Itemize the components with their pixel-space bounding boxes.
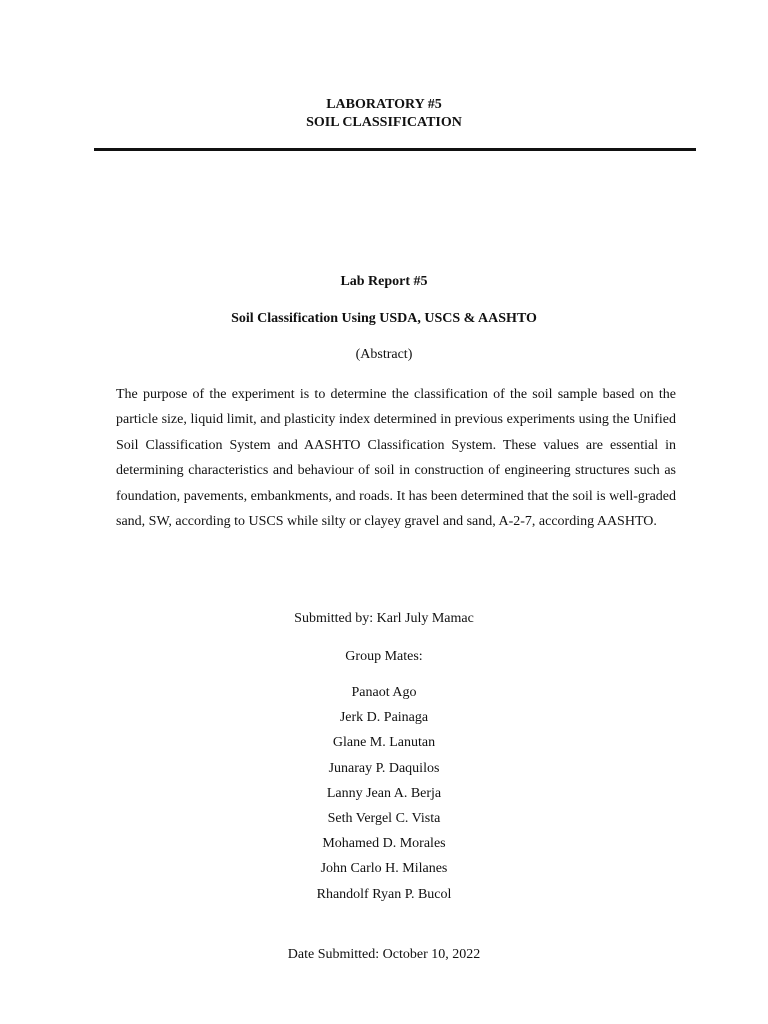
group-mate: John Carlo H. Milanes: [320, 861, 448, 877]
header-divider: [94, 148, 696, 151]
group-mate: Panaot Ago: [351, 685, 417, 700]
report-label: Lab Report #5: [340, 274, 428, 289]
lab-number: LABORATORY #5: [326, 97, 442, 112]
report-title: Soil Classification Using USDA, USCS & AASHTO: [231, 311, 537, 326]
group-mate: Glane M. Lanutan: [332, 735, 436, 751]
submitted-by: Submitted by: Karl July Mamac: [294, 611, 474, 626]
group-mate: Seth Vergel C. Vista: [327, 811, 441, 827]
group-mates-label: Group Mates:: [345, 649, 423, 664]
date-submitted: Date Submitted: October 10, 2022: [287, 947, 481, 962]
abstract-paragraph: The purpose of the experiment is to determine the classification of the soil sample based on the particle size, liquid limit, and plasticity index determined in previous experiments using the Unified Soil Classification System and AASHTO Classification System. These values are essential in determining characteristics and behaviour of soil in construction of engineering structures such as foundation, pavements, embankments, and roads. It has been determined that the soil is well-graded sand, SW, according to USCS while silty or clayey gravel and sand, A-2-7, according AASHTO.: [116, 387, 676, 530]
group-mate: Mohamed D. Morales: [322, 836, 446, 852]
group-mate: Lanny Jean A. Berja: [326, 785, 442, 801]
section-label: (Abstract): [355, 347, 413, 362]
group-mate: Rhandolf Ryan P. Bucol: [316, 886, 452, 902]
lab-title: SOIL CLASSIFICATION: [306, 115, 462, 130]
document-header: [0, 96, 768, 132]
group-mate: Jerk D. Painaga: [339, 710, 429, 726]
group-mates-list: [0, 680, 768, 907]
group-mate: Junaray P. Daquilos: [328, 760, 440, 776]
